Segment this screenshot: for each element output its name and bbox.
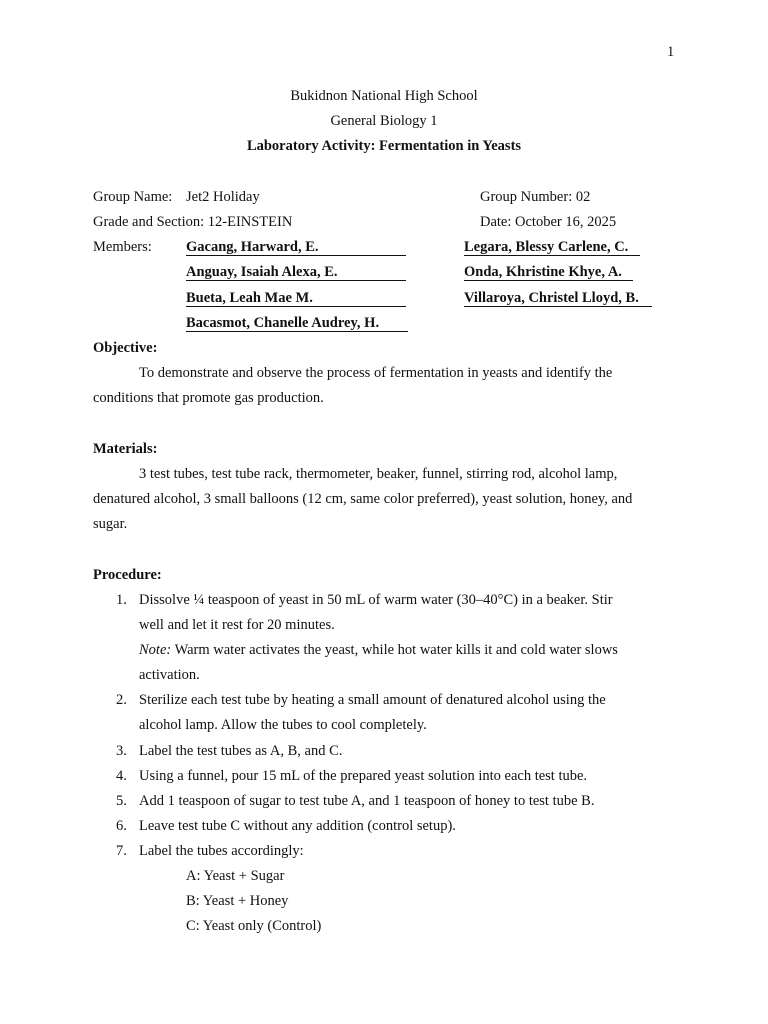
step-number: 4. <box>116 768 127 784</box>
step-text: Leave test tube C without any addition (control setup). <box>139 818 456 834</box>
group-name-label: Group Name: <box>93 189 173 205</box>
step-text: Sterilize each test tube by heating a small amount of denatured alcohol using the <box>139 692 606 708</box>
materials-heading: Materials: <box>93 441 158 457</box>
step-text: Dissolve ¼ teaspoon of yeast in 50 mL of warm water (30–40°C) in a beaker. Stir <box>139 592 613 608</box>
materials-text: sugar. <box>93 516 128 532</box>
tube-label: A: Yeast + Sugar <box>186 868 285 884</box>
member-name: Bueta, Leah Mae M. <box>186 290 406 307</box>
step-number: 7. <box>116 843 127 859</box>
objective-text: To demonstrate and observe the process of fermentation in yeasts and identify the <box>139 365 613 381</box>
step-text: Add 1 teaspoon of sugar to test tube A, and 1 teaspoon of honey to test tube B. <box>139 793 595 809</box>
date: Date: October 16, 2025 <box>480 214 617 230</box>
member-name: Bacasmot, Chanelle Audrey, H. <box>186 315 408 332</box>
grade-section: Grade and Section: 12-EINSTEIN <box>93 214 293 230</box>
note-text: activation. <box>139 667 200 683</box>
note-label: Note: <box>139 642 172 658</box>
group-name-value: Jet2 Holiday <box>186 189 260 205</box>
member-name: Legara, Blessy Carlene, C. <box>464 239 640 256</box>
page-number: 1 <box>667 44 675 60</box>
objective-heading: Objective: <box>93 340 158 356</box>
step-number: 1. <box>116 592 127 608</box>
step-text: well and let it rest for 20 minutes. <box>139 617 335 633</box>
step-text: Using a funnel, pour 15 mL of the prepared yeast solution into each test tube. <box>139 768 588 784</box>
members-label: Members: <box>93 239 152 255</box>
tube-label: B: Yeast + Honey <box>186 893 289 909</box>
step-text: alcohol lamp. Allow the tubes to cool completely. <box>139 717 427 733</box>
step-number: 5. <box>116 793 127 809</box>
step-text: Label the test tubes as A, B, and C. <box>139 743 343 759</box>
member-name: Villaroya, Christel Lloyd, B. <box>464 290 652 307</box>
member-name: Gacang, Harward, E. <box>186 239 406 256</box>
tube-label: C: Yeast only (Control) <box>186 918 322 934</box>
note-text: Warm water activates the yeast, while hot water kills it and cold water slows <box>171 642 618 658</box>
objective-text: conditions that promote gas production. <box>93 390 324 406</box>
step-text: Label the tubes accordingly: <box>139 843 304 859</box>
activity-title: Laboratory Activity: Fermentation in Yeasts <box>246 138 522 154</box>
note-line <box>139 642 618 659</box>
step-number: 3. <box>116 743 127 759</box>
step-number: 6. <box>116 818 127 834</box>
member-name: Onda, Khristine Khye, A. <box>464 264 633 281</box>
materials-text: 3 test tubes, test tube rack, thermometer, beaker, funnel, stirring rod, alcohol lamp, <box>139 466 618 482</box>
group-number: Group Number: 02 <box>480 189 591 205</box>
step-number: 2. <box>116 692 127 708</box>
procedure-heading: Procedure: <box>93 567 162 583</box>
member-name: Anguay, Isaiah Alexa, E. <box>186 264 406 281</box>
materials-text: denatured alcohol, 3 small balloons (12 cm, same color preferred), yeast solution, honey, and <box>93 491 633 507</box>
school-name: Bukidnon National High School <box>290 88 478 104</box>
subject-name: General Biology 1 <box>330 113 438 129</box>
